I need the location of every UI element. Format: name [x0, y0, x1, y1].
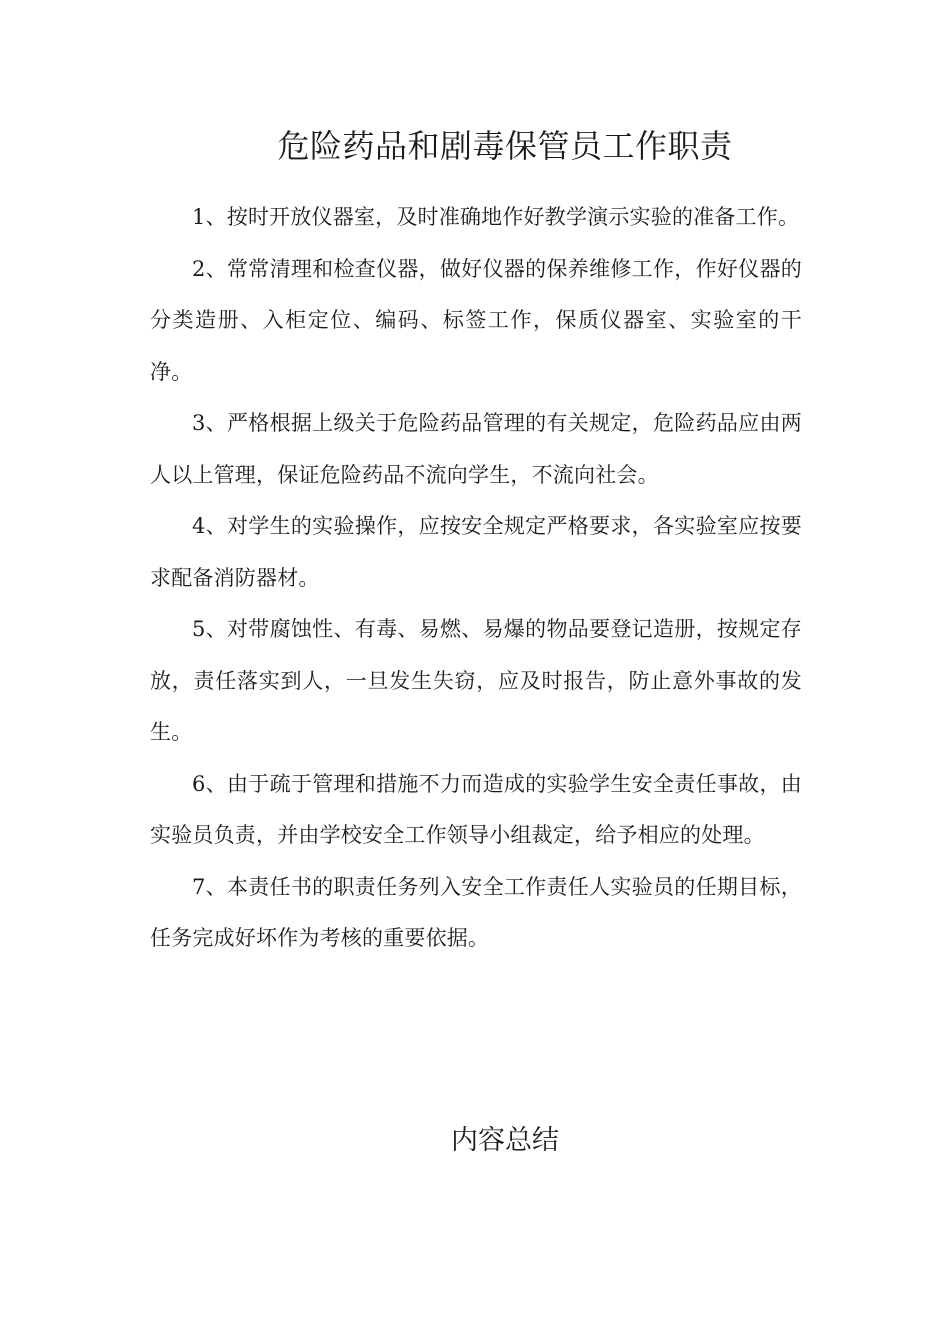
- summary-heading: 内容总结: [451, 1125, 559, 1156]
- paragraph-6: 6、由于疏于管理和措施不力而造成的实验学生安全责任事故，由实验员负责，并由学校安全工作领导小组裁定，给予相应的处理。: [150, 771, 802, 847]
- paragraph-5: 5、对带腐蚀性、有毒、易燃、易爆的物品要登记造册，按规定存放，责任落实到人，一旦发生失窃，应及时报告，防止意外事故的发生。: [150, 617, 802, 744]
- document-title: 危险药品和剧毒保管员工作职责: [277, 127, 733, 165]
- document-body: [150, 192, 802, 965]
- paragraph-2: 2、常常清理和检查仪器，做好仪器的保养维修工作，作好仪器的分类造册、入柜定位、编码、标签工作，保质仪器室、实验室的干净。: [150, 256, 802, 384]
- paragraph-1: 1、按时开放仪器室，及时准确地作好教学演示实验的准备工作。: [192, 205, 800, 229]
- paragraph-4: 4、对学生的实验操作，应按安全规定严格要求，各实验室应按要求配备消防器材。: [150, 514, 802, 590]
- paragraph-3: 3、严格根据上级关于危险药品管理的有关规定，危险药品应由两人以上管理，保证危险药品不流向学生，不流向社会。: [150, 411, 802, 487]
- paragraph-7: 7、本责任书的职责任务列入安全工作责任人实验员的任期目标，任务完成好坏作为考核的重要依据。: [150, 874, 802, 950]
